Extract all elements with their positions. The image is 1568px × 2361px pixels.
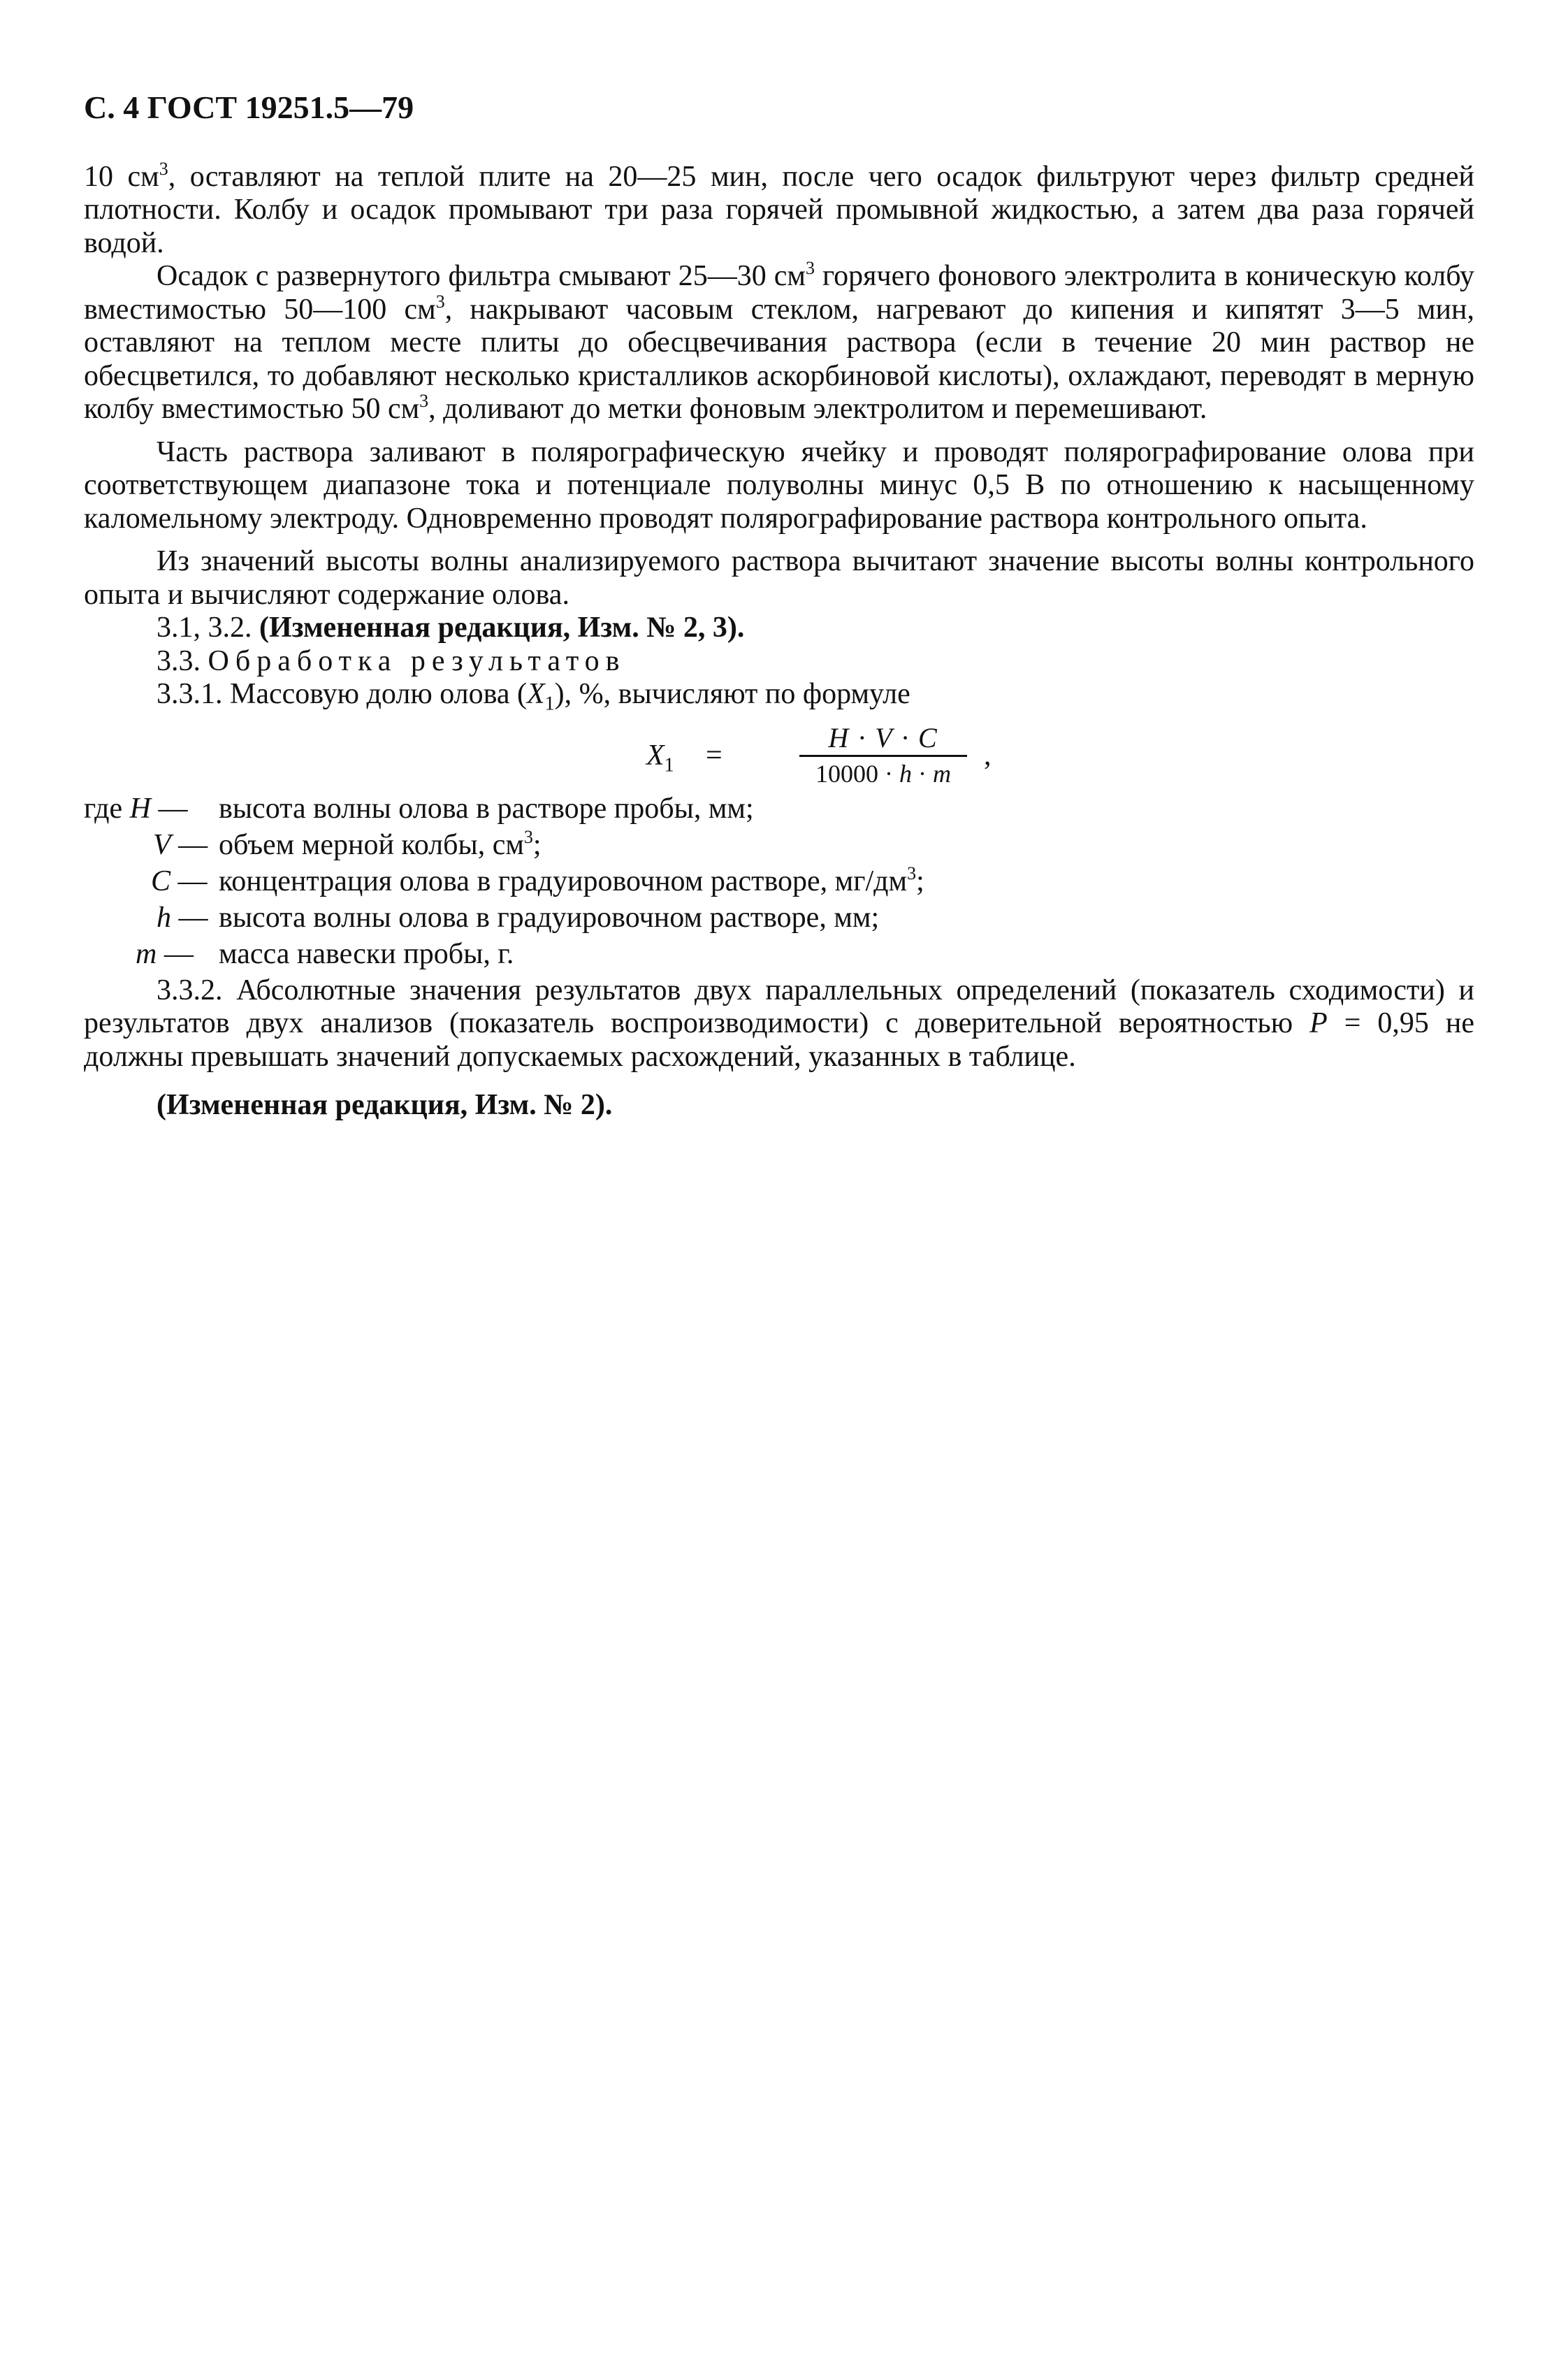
text-fragment: Осадок с развернутого фильтра смывают 25—30 см xyxy=(157,260,806,292)
formula-variable: C xyxy=(151,865,171,897)
superscript: 3 xyxy=(523,826,533,847)
text-fragment: ; xyxy=(916,865,924,897)
text-fragment: — xyxy=(171,901,208,934)
text-fragment: , доливают до метки фоновым электролитом и перемешивают. xyxy=(428,393,1207,425)
text-fragment: высота волны олова в градуировочном растворе, мм; xyxy=(219,901,880,934)
text-fragment: объем мерной колбы, см xyxy=(219,828,524,861)
edit-note-final: (Измененная редакция, Изм. № 2). xyxy=(157,1089,613,1121)
legend-symbol xyxy=(151,865,208,899)
formula-numerator: H · V · C xyxy=(828,721,938,753)
text-fragment: · xyxy=(912,759,933,788)
edit-note-3-1-3-2 xyxy=(84,612,1474,645)
legend-description xyxy=(219,902,879,935)
superscript: 3 xyxy=(907,862,917,883)
page-header: С. 4 ГОСТ 19251.5—79 xyxy=(84,89,414,125)
superscript: 3 xyxy=(805,258,815,278)
text-fragment: горячего фонового электролита в коническую колбу вместимостью 50—100 см xyxy=(84,260,1474,326)
section-title: Обработка результатов xyxy=(208,644,626,677)
formula-variable: H xyxy=(129,792,151,825)
text-fragment: где xyxy=(84,792,130,825)
section-3-3-1 xyxy=(84,678,1474,715)
subscript: 1 xyxy=(544,693,555,715)
legend-row xyxy=(84,902,1474,938)
legend-description xyxy=(219,938,514,972)
formula-variable: h xyxy=(899,759,912,788)
formula-fraction xyxy=(799,723,967,789)
formula-variable: V xyxy=(153,828,171,861)
paragraph-subtract: Из значений высоты волны анализируемого раствора вычитают значение высоты волны контрольного опыта и вычисляют содержание олова. xyxy=(84,545,1474,611)
legend-symbol xyxy=(153,829,208,862)
text-fragment: Массовую долю олова ( xyxy=(230,678,528,710)
section-number: 3.1, 3.2. xyxy=(157,612,259,644)
legend-description xyxy=(219,862,924,899)
edit-note-text: (Измененная редакция, Изм. № 2, 3). xyxy=(259,612,745,644)
legend-row xyxy=(84,862,1474,902)
fraction-bar xyxy=(799,755,967,757)
formula-variable: m xyxy=(136,937,157,970)
legend-description xyxy=(219,793,754,826)
superscript: 3 xyxy=(435,291,445,312)
subscript: 1 xyxy=(664,753,674,776)
text-fragment: — xyxy=(157,937,194,970)
paragraph-precipitate xyxy=(84,260,1474,426)
text-fragment: 3.3.2. Абсолютные значения результатов двух параллельных определений (показатель сходимости) и результатов двух анализов (показатель воспроизводимости) с доверительной вероятностью xyxy=(84,974,1474,1039)
superscript: 3 xyxy=(159,158,168,179)
text-fragment: — xyxy=(170,865,208,897)
formula-equals: = xyxy=(706,739,723,772)
paragraph-continuation xyxy=(84,158,1474,261)
text-fragment: масса навески пробы, г. xyxy=(219,937,514,970)
legend-row xyxy=(84,826,1474,865)
formula-variable: X xyxy=(646,739,665,772)
formula-legend xyxy=(84,793,1474,974)
legend-row xyxy=(84,793,1474,829)
text-fragment: , накрывают часовым стеклом, нагревают до кипения и кипятят 3—5 мин, оставляют на теплом месте плиты до обесцвечивания раствора (если в течение 20 мин раствор не обесцветился, то добавляют несколько кристалликов аскорбиновой кислоты), охлаждают, переводят в мерную колбу вместимостью 50 см xyxy=(84,293,1474,425)
text-fragment: высота волны олова в растворе пробы, мм; xyxy=(219,792,754,825)
legend-row xyxy=(84,938,1474,974)
legend-symbol xyxy=(136,938,194,972)
text-fragment: 10 см xyxy=(84,160,159,193)
section-number: 3.3. xyxy=(157,644,208,677)
text-fragment: 10000 · xyxy=(815,759,899,788)
formula-comma: , xyxy=(984,739,992,772)
text-fragment: концентрация олова в градуировочном растворе, мг/дм xyxy=(219,865,908,897)
legend-description xyxy=(219,826,542,862)
formula-lhs xyxy=(646,739,674,776)
text-fragment: ), %, вычисляют по формуле xyxy=(554,678,910,710)
text-fragment: , оставляют на теплой плите на 20—25 мин, после чего осадок фильтруют через фильтр средней плотности. Колбу и осадок промывают три раза горячей промывной жидкостью, а затем два раза горячей водой. xyxy=(84,160,1474,259)
text-fragment: — xyxy=(151,792,188,825)
legend-symbol xyxy=(84,793,188,826)
formula-variable: m xyxy=(933,759,951,788)
mass-fraction-formula xyxy=(84,723,1474,793)
formula-variable: h xyxy=(157,901,171,934)
document-page xyxy=(84,91,1474,1122)
section-3-3-2 xyxy=(84,974,1474,1074)
superscript: 3 xyxy=(419,391,429,411)
text-fragment: = 0,95 не должны превышать значений допускаемых расхождений, указанных в таблице. xyxy=(84,1007,1474,1073)
formula-variable: P xyxy=(1309,1007,1328,1039)
formula-denominator xyxy=(799,758,967,789)
variable-x: X xyxy=(527,678,545,710)
text-fragment: ; xyxy=(532,828,542,861)
text-fragment: — xyxy=(170,828,208,861)
section-3-3-heading xyxy=(84,645,1474,679)
section-number: 3.3.1. xyxy=(157,678,230,710)
legend-symbol xyxy=(157,902,208,935)
paragraph-polarography: Часть раствора заливают в полярографическую ячейку и проводят полярографирование олова при соответствующем диапазоне тока и потенциале полуволны минус 0,5 В по отношению к насыщенному каломельному электроду. Одновременно проводят полярографирование раствора контрольного опыта. xyxy=(84,435,1474,535)
